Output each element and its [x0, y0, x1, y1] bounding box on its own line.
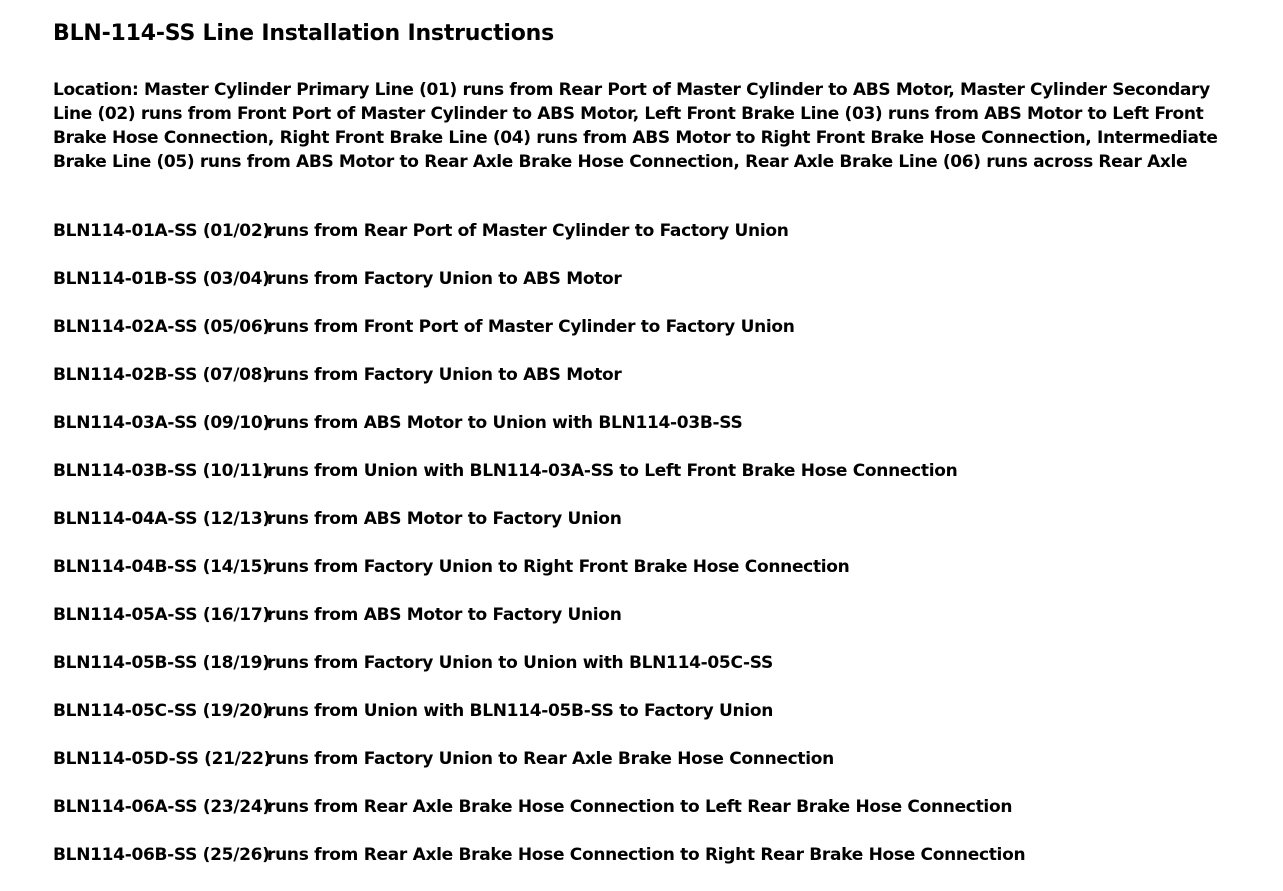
line-part-number: BLN114-01B-SS (03/04) — [53, 269, 270, 289]
line-route-description: runs from Rear Axle Brake Hose Connection to Left Rear Brake Hose Connection — [267, 797, 1013, 817]
line-route-description: runs from Factory Union to Rear Axle Brake Hose Connection — [267, 749, 834, 769]
line-part-number: BLN114-05D-SS (21/22) — [53, 749, 272, 769]
line-route-description: runs from Rear Axle Brake Hose Connection to Right Rear Brake Hose Connection — [267, 845, 1026, 865]
line-route-description: runs from ABS Motor to Factory Union — [267, 509, 622, 529]
list-item — [53, 411, 1025, 459]
line-part-number: BLN114-06A-SS (23/24) — [53, 797, 270, 817]
line-part-number: BLN114-04A-SS (12/13) — [53, 509, 270, 529]
list-item — [53, 651, 1025, 699]
line-part-number: BLN114-03B-SS (10/11) — [53, 461, 270, 481]
line-route-description: runs from Union with BLN114-03A-SS to Left Front Brake Hose Connection — [267, 461, 958, 481]
list-item — [53, 843, 1025, 891]
line-part-number: BLN114-02B-SS (07/08) — [53, 365, 270, 385]
line-route-description: runs from Factory Union to ABS Motor — [267, 269, 622, 289]
list-item — [53, 315, 1025, 363]
list-item — [53, 699, 1025, 747]
document-title: BLN-114-SS Line Installation Instructions — [53, 21, 555, 46]
line-route-description: runs from Rear Port of Master Cylinder to Factory Union — [267, 221, 789, 241]
line-route-description: runs from Factory Union to ABS Motor — [267, 365, 622, 385]
line-route-description: runs from ABS Motor to Union with BLN114-03B-SS — [267, 413, 743, 433]
list-item — [53, 603, 1025, 651]
line-route-description: runs from Factory Union to Union with BLN114-05C-SS — [267, 653, 773, 673]
line-part-number: BLN114-05B-SS (18/19) — [53, 653, 270, 673]
line-part-number: BLN114-06B-SS (25/26) — [53, 845, 270, 865]
line-part-number: BLN114-01A-SS (01/02) — [53, 221, 270, 241]
line-route-description: runs from Union with BLN114-05B-SS to Factory Union — [267, 701, 773, 721]
list-item — [53, 267, 1025, 315]
line-route-description: runs from Factory Union to Right Front Brake Hose Connection — [267, 557, 850, 577]
list-item — [53, 555, 1025, 603]
brake-line-list — [53, 219, 1025, 891]
line-part-number: BLN114-02A-SS (05/06) — [53, 317, 270, 337]
line-route-description: runs from Front Port of Master Cylinder to Factory Union — [267, 317, 795, 337]
line-part-number: BLN114-05C-SS (19/20) — [53, 701, 270, 721]
line-part-number: BLN114-03A-SS (09/10) — [53, 413, 270, 433]
list-item — [53, 747, 1025, 795]
list-item — [53, 459, 1025, 507]
line-part-number: BLN114-04B-SS (14/15) — [53, 557, 270, 577]
list-item — [53, 507, 1025, 555]
list-item — [53, 795, 1025, 843]
location-paragraph: Location: Master Cylinder Primary Line (01) runs from Rear Port of Master Cylinder to ABS Motor, Master Cylinder Secondary Line (02) runs from Front Port of Master Cylinder to ABS Motor, Left Front Brake Line (03) runs from ABS Motor to Left Front Brake Hose Connection, Right Front Brake Line (04) runs from ABS Motor to Right Front Brake Hose Connection, Intermediate Brake Line (05) runs from ABS Motor to Rear Axle Brake Hose Connection, Rear Axle Brake Line (06) runs across Rear Axle — [53, 80, 1218, 172]
line-route-description: runs from ABS Motor to Factory Union — [267, 605, 622, 625]
line-part-number: BLN114-05A-SS (16/17) — [53, 605, 270, 625]
list-item — [53, 219, 1025, 267]
list-item — [53, 363, 1025, 411]
